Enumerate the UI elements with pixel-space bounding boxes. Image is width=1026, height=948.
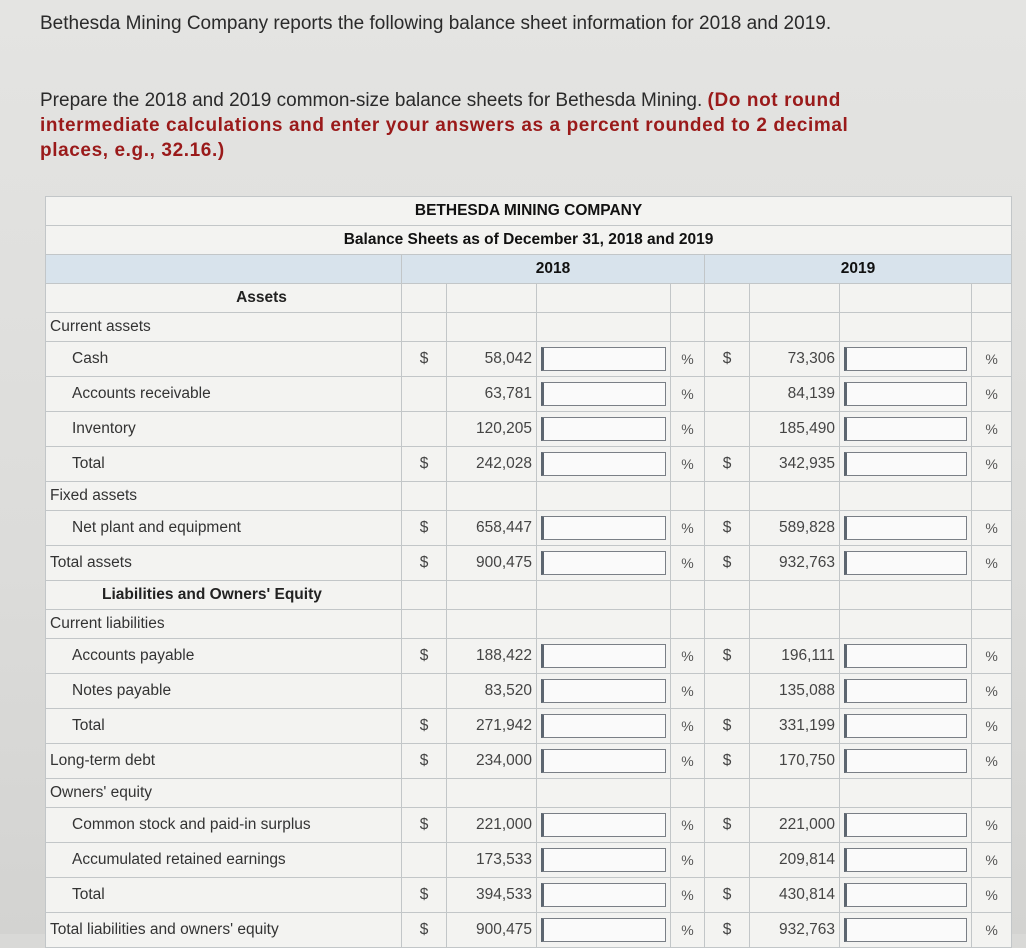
row-label: Total liabilities and owners' equity: [46, 913, 402, 948]
assets-heading: Assets: [46, 284, 402, 313]
company-name: BETHESDA MINING COMPANY: [46, 197, 1012, 226]
balance-sheet-table: [45, 196, 1012, 948]
table-row: Notes payable 83,520 % 135,088 %: [46, 674, 1012, 709]
year-2018-header: 2018: [402, 255, 705, 284]
row-label: Fixed assets: [46, 482, 402, 511]
cash-2018-pct-input[interactable]: [541, 347, 666, 371]
ar-2019-pct-input[interactable]: [844, 382, 967, 406]
total-le-2018-pct-input[interactable]: [541, 918, 666, 942]
table-row: Common stock and paid-in surplus $ 221,000 % $ 221,000 %: [46, 808, 1012, 843]
total-le-2019: 932,763: [750, 913, 840, 948]
table-row: Accounts payable $ 188,422 % $ 196,111 %: [46, 639, 1012, 674]
np-2019-pct-input[interactable]: [844, 679, 967, 703]
row-label: Total: [46, 878, 402, 913]
inventory-2019-pct-input[interactable]: [844, 417, 967, 441]
sheet-subtitle: Balance Sheets as of December 31, 2018 and 2019: [46, 226, 1012, 255]
row-label: Accounts payable: [46, 639, 402, 674]
np-2018-pct-input[interactable]: [541, 679, 666, 703]
ltd-2019: 170,750: [750, 744, 840, 779]
np-2018: 83,520: [447, 674, 537, 709]
table-row: Cash $ 58,042 % $ 73,306 %: [46, 342, 1012, 377]
table-row: [46, 482, 1012, 511]
ar-2018-pct-input[interactable]: [541, 382, 666, 406]
table-row: [46, 313, 1012, 342]
total-le-2018: 900,475: [447, 913, 537, 948]
net-plant-2019-pct-input[interactable]: [844, 516, 967, 540]
retained-2018-pct-input[interactable]: [541, 848, 666, 872]
total-le-2019-pct-input[interactable]: [844, 918, 967, 942]
net-plant-2018-pct-input[interactable]: [541, 516, 666, 540]
instructions: [40, 88, 890, 163]
table-row: Total $ 394,533 % $ 430,814 %: [46, 878, 1012, 913]
cash-2018: 58,042: [447, 342, 537, 377]
table-row: Accounts receivable 63,781 % 84,139 %: [46, 377, 1012, 412]
intro-text: Bethesda Mining Company reports the following balance sheet information for 2018 and 2019.: [40, 13, 832, 34]
row-label: Total assets: [46, 546, 402, 581]
cash-2019: 73,306: [750, 342, 840, 377]
total-assets-2018-pct-input[interactable]: [541, 551, 666, 575]
row-label: Owners' equity: [46, 779, 402, 808]
oe-total-2018-pct-input[interactable]: [541, 883, 666, 907]
np-2019: 135,088: [750, 674, 840, 709]
table-row: [46, 581, 1012, 610]
ap-2018: 188,422: [447, 639, 537, 674]
ltd-2018-pct-input[interactable]: [541, 749, 666, 773]
ltd-2018: 234,000: [447, 744, 537, 779]
oe-total-2019: 430,814: [750, 878, 840, 913]
retained-2018: 173,533: [447, 843, 537, 878]
inventory-2018-pct-input[interactable]: [541, 417, 666, 441]
ca-total-2018: 242,028: [447, 447, 537, 482]
common-stock-2019: 221,000: [750, 808, 840, 843]
table-row: Accumulated retained earnings 173,533 % 209,814 %: [46, 843, 1012, 878]
total-assets-2019: 932,763: [750, 546, 840, 581]
table-row: Inventory 120,205 % 185,490 %: [46, 412, 1012, 447]
inventory-2018: 120,205: [447, 412, 537, 447]
total-assets-2019-pct-input[interactable]: [844, 551, 967, 575]
table-row: Total $ 271,942 % $ 331,199 %: [46, 709, 1012, 744]
ltd-2019-pct-input[interactable]: [844, 749, 967, 773]
row-label: Total: [46, 709, 402, 744]
retained-2019-pct-input[interactable]: [844, 848, 967, 872]
oe-total-2018: 394,533: [447, 878, 537, 913]
table-row: Long-term debt $ 234,000 % $ 170,750 %: [46, 744, 1012, 779]
ca-total-2018-pct-input[interactable]: [541, 452, 666, 476]
cl-total-2018-pct-input[interactable]: [541, 714, 666, 738]
ca-total-2019: 342,935: [750, 447, 840, 482]
row-label: Inventory: [46, 412, 402, 447]
row-label: Long-term debt: [46, 744, 402, 779]
liabilities-heading: Liabilities and Owners' Equity: [46, 581, 402, 610]
net-plant-2018: 658,447: [447, 511, 537, 546]
row-label: Total: [46, 447, 402, 482]
ca-total-2019-pct-input[interactable]: [844, 452, 967, 476]
common-stock-2018: 221,000: [447, 808, 537, 843]
ap-2018-pct-input[interactable]: [541, 644, 666, 668]
row-label: Notes payable: [46, 674, 402, 709]
table-row: [46, 610, 1012, 639]
instructions-plain: Prepare the 2018 and 2019 common-size balance sheets for Bethesda Mining.: [40, 90, 703, 111]
row-label: Accounts receivable: [46, 377, 402, 412]
row-label: Net plant and equipment: [46, 511, 402, 546]
cash-2019-pct-input[interactable]: [844, 347, 967, 371]
retained-2019: 209,814: [750, 843, 840, 878]
common-stock-2018-pct-input[interactable]: [541, 813, 666, 837]
table-row: Total assets $ 900,475 % $ 932,763 %: [46, 546, 1012, 581]
inventory-2019: 185,490: [750, 412, 840, 447]
table-row: [46, 779, 1012, 808]
row-label: Current assets: [46, 313, 402, 342]
ar-2019: 84,139: [750, 377, 840, 412]
row-label: Current liabilities: [46, 610, 402, 639]
cl-total-2018: 271,942: [447, 709, 537, 744]
year-2019-header: 2019: [705, 255, 1012, 284]
ar-2018: 63,781: [447, 377, 537, 412]
cl-total-2019-pct-input[interactable]: [844, 714, 967, 738]
cl-total-2019: 331,199: [750, 709, 840, 744]
table-row: Net plant and equipment $ 658,447 % $ 589,828 %: [46, 511, 1012, 546]
ap-2019-pct-input[interactable]: [844, 644, 967, 668]
common-stock-2019-pct-input[interactable]: [844, 813, 967, 837]
table-row: Total liabilities and owners' equity $ 900,475 % $ 932,763 %: [46, 913, 1012, 948]
table-row: Total $ 242,028 % $ 342,935 %: [46, 447, 1012, 482]
row-label: Cash: [46, 342, 402, 377]
instructions-bold: (Do not round intermediate calculations and enter your answers as a percent rounded to 2 decimal places, e.g., 32.16.): [40, 90, 849, 161]
row-label: Common stock and paid-in surplus: [46, 808, 402, 843]
ap-2019: 196,111: [750, 639, 840, 674]
oe-total-2019-pct-input[interactable]: [844, 883, 967, 907]
net-plant-2019: 589,828: [750, 511, 840, 546]
row-label: Accumulated retained earnings: [46, 843, 402, 878]
total-assets-2018: 900,475: [447, 546, 537, 581]
